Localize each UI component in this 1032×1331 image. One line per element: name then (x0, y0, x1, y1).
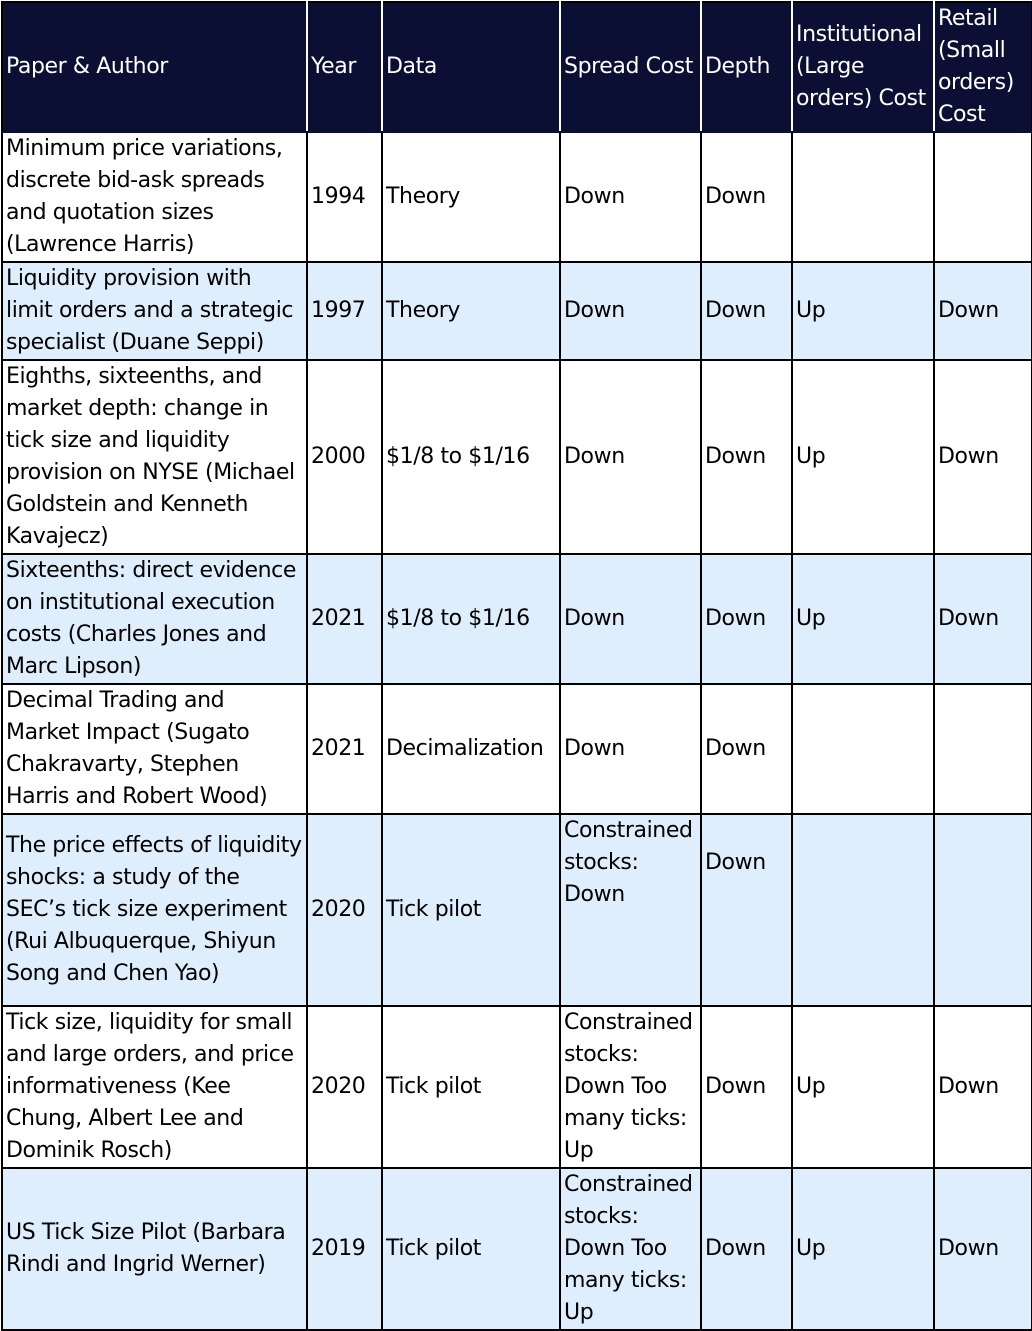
cell-retail: Down (934, 554, 1032, 684)
cell-institutional (792, 132, 934, 262)
table-row (2, 1006, 1032, 1168)
table-row (2, 814, 1032, 1006)
cell-year: 2000 (307, 360, 382, 554)
table-row (2, 360, 1032, 554)
table-row (2, 262, 1032, 360)
cell-institutional: Up (792, 554, 934, 684)
cell-data: Theory (382, 262, 560, 360)
cell-retail: Down (934, 1006, 1032, 1168)
cell-paper: US Tick Size Pilot (Barbara Rindi and Ingrid Werner) (2, 1168, 307, 1330)
header-retail-cost: Retail (Small orders) Cost (934, 2, 1032, 132)
cell-institutional: Up (792, 262, 934, 360)
cell-retail: Down (934, 360, 1032, 554)
cell-year: 2020 (307, 814, 382, 1006)
cell-paper: The price effects of liquidity shocks: a study of the SEC’s tick size experiment (Rui Albuquerque, Shiyun Song and Chen Yao) (2, 814, 307, 1006)
cell-paper: Minimum price variations, discrete bid-ask spreads and quotation sizes (Lawrence Harris) (2, 132, 307, 262)
cell-spread: Down (560, 360, 701, 554)
cell-data: $1/8 to $1/16 (382, 554, 560, 684)
header-data: Data (382, 2, 560, 132)
cell-spread: Down (560, 554, 701, 684)
header-year: Year (307, 2, 382, 132)
cell-depth: Down (701, 1006, 792, 1168)
cell-paper: Eighths, sixteenths, and market depth: change in tick size and liquidity provision on NYSE (Michael Goldstein and Kenneth Kavajecz) (2, 360, 307, 554)
cell-spread: Down (560, 684, 701, 814)
cell-depth: Down (701, 132, 792, 262)
cell-depth: Down (701, 360, 792, 554)
cell-data: $1/8 to $1/16 (382, 360, 560, 554)
cell-paper: Tick size, liquidity for small and large orders, and price informativeness (Kee Chung, Albert Lee and Dominik Rosch) (2, 1006, 307, 1168)
cell-depth: Down (701, 684, 792, 814)
table-row (2, 132, 1032, 262)
table-row (2, 684, 1032, 814)
cell-institutional (792, 814, 934, 1006)
table-row (2, 554, 1032, 684)
cell-year: 2021 (307, 684, 382, 814)
cell-data: Tick pilot (382, 814, 560, 1006)
cell-spread: Down (560, 262, 701, 360)
cell-spread: Constrained stocks: Down (560, 814, 701, 1006)
cell-year: 1997 (307, 262, 382, 360)
cell-institutional (792, 684, 934, 814)
cell-year: 2021 (307, 554, 382, 684)
header-depth: Depth (701, 2, 792, 132)
header-row (2, 2, 1032, 132)
header-institutional-cost: Institutional (Large orders) Cost (792, 2, 934, 132)
cell-spread: Down (560, 132, 701, 262)
cell-paper: Decimal Trading and Market Impact (Sugato Chakravarty, Stephen Harris and Robert Wood) (2, 684, 307, 814)
cell-data: Theory (382, 132, 560, 262)
tick-size-literature-table (1, 1, 1032, 1331)
cell-retail (934, 814, 1032, 1006)
cell-paper: Sixteenths: direct evidence on institutional execution costs (Charles Jones and Marc Lipson) (2, 554, 307, 684)
cell-retail: Down (934, 1168, 1032, 1330)
cell-institutional: Up (792, 1006, 934, 1168)
cell-retail: Down (934, 262, 1032, 360)
cell-depth: Down (701, 262, 792, 360)
header-spread-cost: Spread Cost (560, 2, 701, 132)
cell-depth: Down (701, 554, 792, 684)
cell-institutional: Up (792, 360, 934, 554)
cell-year: 2019 (307, 1168, 382, 1330)
header-paper-author: Paper & Author (2, 2, 307, 132)
cell-spread: Constrained stocks: Down Too many ticks: Up (560, 1006, 701, 1168)
cell-retail (934, 132, 1032, 262)
cell-depth: Down (701, 814, 792, 1006)
cell-year: 2020 (307, 1006, 382, 1168)
cell-data: Decimalization (382, 684, 560, 814)
table-row (2, 1168, 1032, 1330)
cell-spread: Constrained stocks: Down Too many ticks: Up (560, 1168, 701, 1330)
cell-depth: Down (701, 1168, 792, 1330)
cell-institutional: Up (792, 1168, 934, 1330)
cell-retail (934, 684, 1032, 814)
cell-data: Tick pilot (382, 1006, 560, 1168)
cell-year: 1994 (307, 132, 382, 262)
cell-data: Tick pilot (382, 1168, 560, 1330)
cell-paper: Liquidity provision with limit orders and a strategic specialist (Duane Seppi) (2, 262, 307, 360)
